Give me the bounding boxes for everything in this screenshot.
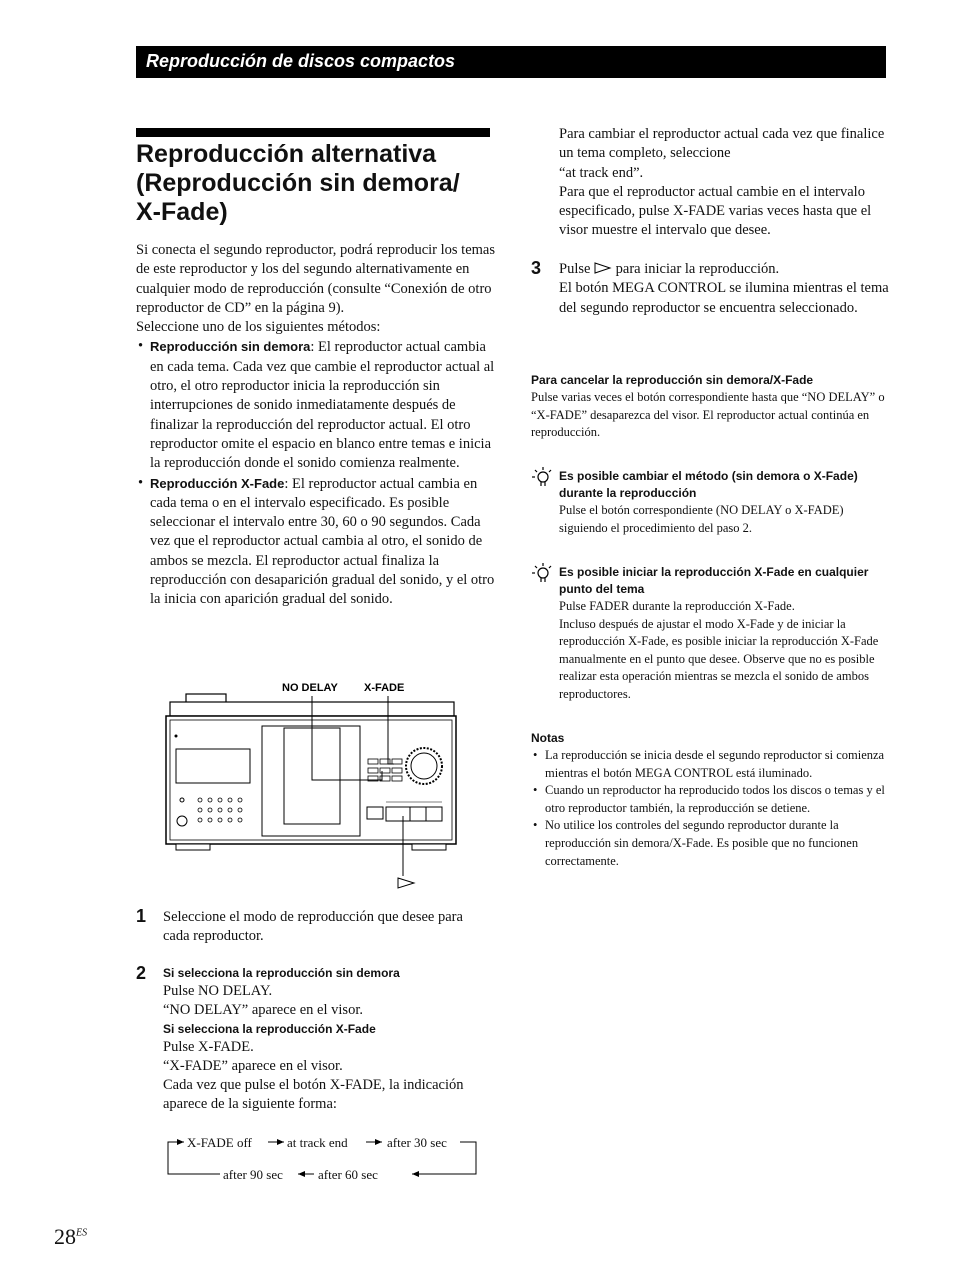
tip-2-heading: Es posible iniciar la reproducción X-Fade en cualquier punto del tema <box>559 565 869 596</box>
flow-after-60: after 60 sec <box>318 1167 378 1182</box>
bullet-xfade <box>136 474 496 610</box>
step-1-text: Seleccione el modo de reproducción que desee para cada reproductor. <box>163 909 463 945</box>
tip-1-heading: Es posible cambiar el método (sin demora o X-Fade) durante la reproducción <box>559 469 858 500</box>
bullet-no-delay <box>136 337 496 473</box>
step-3-pre: Pulse <box>559 261 591 277</box>
track-end-option: “at track end”. <box>559 164 644 181</box>
tip-2-line-2: Incluso después de ajustar el modo X-Fade y de iniciar la reproducción X-Fade, es posible iniciar la reproducción X-Fade manualmente en el punto que desee. Observe que no es posible realizar esta operación mientras se mezcla el sonido de ambos reproductores. <box>559 616 879 701</box>
step-1-number: 1 <box>136 906 147 926</box>
page-title-line-3: X-Fade) <box>136 198 228 226</box>
flow-xfade-off: X-FADE off <box>187 1135 252 1150</box>
note-item: • La reproducción se inicia desde el segundo reproductor si comienza mientras el botón MEGA CONTROL está iluminado. <box>531 747 886 782</box>
step-2-heading-no-delay: Si selecciona la reproducción sin demora <box>163 966 400 980</box>
step-2-continued <box>559 125 889 241</box>
tip-2-line-1: Pulse FADER durante la reproducción X-Fade. <box>559 599 795 613</box>
notes-section <box>531 730 886 870</box>
flow-after-30: after 30 sec <box>387 1135 447 1150</box>
page-number-suffix: ES <box>76 1227 88 1239</box>
bullet-no-delay-text: : El reproductor actual cambia en cada tema. Cada vez que cambie el reproductor actual al otro, el otro reproductor inicia la reproducción sin interrupciones de sonido inmediatamente después de finalizar la reproducción del reproductor actual. El otro reproductor omite el espacio en blanco entre temas e inicia la reproducción donde el sonido comienza realmente. <box>150 339 495 472</box>
track-end-paragraph <box>559 125 889 183</box>
notes-heading: Notas <box>531 731 565 745</box>
step-3-post: para iniciar la reproducción. <box>615 261 780 277</box>
play-icon <box>594 262 612 274</box>
step-2-line: Pulse X-FADE. <box>163 1038 254 1055</box>
page-title-line-2: (Reproducción sin demora/ <box>136 169 460 197</box>
intro-section <box>136 241 496 610</box>
step-2-line: Pulse NO DELAY. <box>163 983 273 999</box>
step-2-heading-xfade: Si selecciona la reproducción X-Fade <box>163 1021 376 1036</box>
page-title <box>136 140 496 227</box>
step-2-block <box>163 965 498 1115</box>
player-display <box>176 749 250 783</box>
tip-1-text: Pulse el botón correspondiente (NO DELAY o X-FADE) siguiendo el procedimiento del paso 2. <box>559 503 844 535</box>
step-2-line: “NO DELAY” aparece en el visor. <box>163 1002 363 1019</box>
intro-paragraph: Si conecta el segundo reproductor, podrá reproducir los temas de este reproductor y los del segundo alternativamente en cualquier modo de reproducción (consulte “Conexión de otro reproductor de CD” en la página 9). <box>136 242 495 316</box>
play-icon <box>398 878 414 888</box>
label-xfade: X-FADE <box>364 682 405 694</box>
left-foot <box>176 844 210 850</box>
flow-after-90: after 90 sec <box>223 1167 283 1182</box>
interval-paragraph: Para que el reproductor actual cambie en el intervalo especificado, pulse X-FADE varias veces hasta que el visor muestre el intervalo que desee. <box>559 183 872 239</box>
lightbulb-tip-icon <box>531 466 553 488</box>
flow-at-track-end: at track end <box>287 1135 348 1150</box>
section-title: Reproducción de discos compactos <box>146 51 456 71</box>
transport-buttons <box>386 807 442 821</box>
cancel-heading: Para cancelar la reproducción sin demora/X-Fade <box>531 373 814 387</box>
label-no-delay: NO DELAY <box>282 682 338 694</box>
bullet-xfade-label: Reproducción X-Fade <box>150 475 285 491</box>
right-foot <box>412 844 446 850</box>
page-number <box>54 1224 87 1250</box>
xfade-cycle-diagram <box>160 1130 490 1190</box>
step-2-number: 2 <box>136 963 147 983</box>
tip-2-section <box>559 564 889 704</box>
track-end-text: Para cambiar el reproductor actual cada vez que finalice un tema completo, seleccione <box>559 126 885 162</box>
bullet-no-delay-label: Reproducción sin demora <box>150 339 311 355</box>
lightbulb-tip-icon <box>531 562 553 584</box>
step-3-text <box>559 260 889 318</box>
tip-1-section <box>559 468 889 537</box>
cancel-text: Pulse varias veces el botón correspondiente hasta que “NO DELAY” o “X-FADE” desaparezca del visor. El reproductor actual continúa en reproducción. <box>531 390 885 440</box>
cancel-section <box>531 372 886 442</box>
cd-player-illustration <box>160 676 460 896</box>
title-rule <box>136 128 490 137</box>
note-item: • No utilice los controles del segundo reproductor durante la reproducción sin demora/X-Fade. Es posible que no funcionen correctamente. <box>531 817 886 870</box>
page-title-line-1: Reproducción alternativa <box>136 140 437 168</box>
page-number-value: 28 <box>54 1224 76 1249</box>
step-3-line-2: El botón MEGA CONTROL se ilumina mientras el tema del segundo reproductor se encuentra seleccionado. <box>559 280 889 316</box>
note-item: • Cuando un reproductor ha reproducido todos los discos o temas y el otro reproductor también, la reproducción se detiene. <box>531 782 886 817</box>
step-2-line: Cada vez que pulse el botón X-FADE, la indicación aparece de la siguiente forma: <box>163 1077 464 1113</box>
step-2-line: “X-FADE” aparece en el visor. <box>163 1057 343 1074</box>
bullet-xfade-text: : El reproductor actual cambia en cada tema o en el intervalo especificado. Es posible seleccionar el intervalo entre 30, 60 o 90 segundos. Cada vez que el reproductor actual cambia al otro, el sonido de ambos se mezcla. El reproductor actual finaliza la reproducción con desaparición gradual del sonido, y el otro la inicia con aparición gradual del sonido. <box>150 475 495 608</box>
step-3-number: 3 <box>531 258 542 278</box>
intro-select-method: Seleccione uno de los siguientes métodos: <box>136 319 381 336</box>
